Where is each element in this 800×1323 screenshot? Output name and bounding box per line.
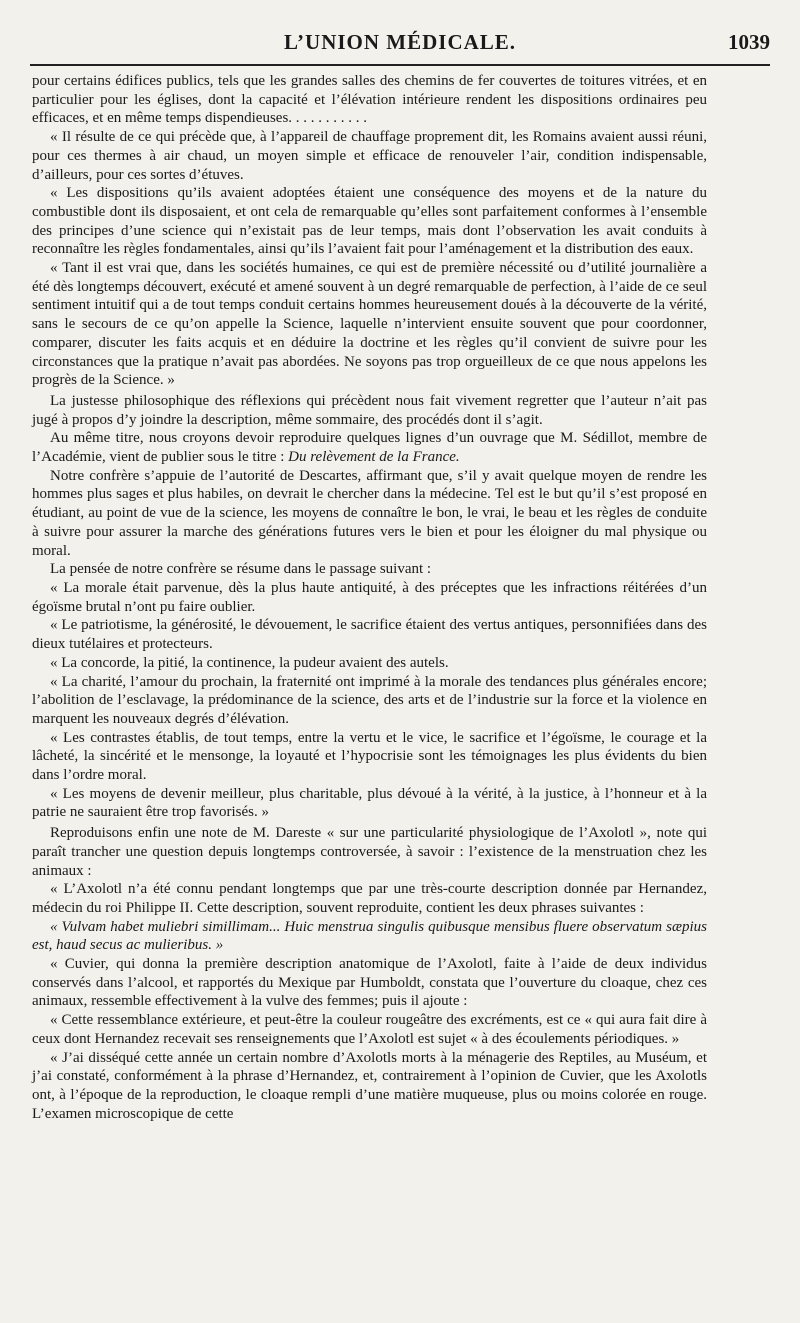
header-rule xyxy=(30,64,770,66)
quote-paragraph: « Cette ressemblance extérieure, et peut-être la couleur rougeâtre des excréments, est ce « qui aura fait dire à ceux dont Hernandez recevait ses renseignements que l’Axolotl est sujet « à des écoulements périodiques. » xyxy=(32,1012,707,1047)
quote-paragraph: « Le patriotisme, la générosité, le dévouement, le sacrifice étaient des vertus antiques, personnifiées dans des dieux tutélaires et protecteurs. xyxy=(32,617,707,653)
paragraph: La justesse philosophique des réflexions qui précèdent nous fait vivement regretter que l’auteur n’ait pas jugé à propos d’y joindre la description, même sommaire, des procédés dont il s’agit. xyxy=(32,392,707,428)
paragraph: « Tant il est vrai que, dans les sociétés humaines, ce qui est de première nécessité ou d’utilité journalière a été dès longtemps découvert, exécuté et amené souvent à un degré remarquable de perfection, à l’aide de ce seul sentiment intuitif qui a de tout temps conduit certains hommes heureusement doués à la découverte de la vérité, sans le secours de ce qu’on appelle la Science, laquelle n’intervient ensuite souvent que pour coordonner, comparer, discuter les faits acquis et en déduire la doctrine et les règles qu’il convient de suivre pour les circonstances que la pratique n’avait pas abordées. Ne soyons pas trop orgueilleux de ce que nous appelons les progrès de la Science. » xyxy=(32,260,707,389)
quote-paragraph: « La concorde, la pitié, la continence, la pudeur avaient des autels. xyxy=(50,654,449,671)
paragraph: « Il résulte de ce qui précède que, à l’appareil de chauffage proprement dit, les Romains avaient aussi réuni, pour ces thermes à air chaud, un moyen simple et efficace de renouveler l’air, condition indispensable, d’ailleurs, pour ces sortes d’étuves. xyxy=(32,129,707,183)
paragraph: Notre confrère s’appuie de l’autorité de Descartes, affirmant que, s’il y avait quelque moyen de rendre les hommes plus sages et plus habiles, on devrait le chercher dans la médecine. Tel est le but qu’il s’est proposé en étudiant, au point de vue de la science, les moyens de connaître le bon, le vrai, le beau et les règles de conduite à suivre pour assurer la marche des générations futures vers le bien et pour les éloigner du mal physique ou moral. xyxy=(32,467,707,559)
page-header xyxy=(30,30,770,66)
latin-quote-text: « Vulvam habet muliebri simillimam... Huic menstrua singulis quibusque mensibus fluere observatum sæpius est, haud secus ac mulieribus. » xyxy=(32,918,707,954)
quote-paragraph: « La charité, l’amour du prochain, la fraternité ont imprimé à la morale des tendances plus générales encore; l’abolition de l’esclavage, la prédominance de la science, des arts et de l’industrie sur la force et la violence en marquent les nouveaux degrés d’élévation. xyxy=(32,673,707,727)
paragraph: pour certains édifices publics, tels que les grandes salles des chemins de fer couvertes de toitures vitrées, et en particulier pour les églises, dont la capacité et l’élévation intérieure rendent les dispositions ordinaires peu efficaces, et en même temps dispendieuses. . . . . . . . . . . xyxy=(32,73,707,127)
page-number: 1039 xyxy=(728,30,770,54)
paragraph: Reproduisons enfin une note de M. Dareste « sur une particularité physiologique de l’Axolotl », note qui paraît trancher une question depuis longtemps controversée, à savoir : l’existence de la menstruation chez les animaux : xyxy=(32,825,707,879)
book-title: Du relèvement de la France. xyxy=(288,449,460,466)
quote-paragraph: « Les contrastes établis, de tout temps, entre la vertu et le vice, le sacrifice et l’égoïsme, le courage et la lâcheté, la sincérité et le mensonge, la loyauté et l’hypocrisie sont les témoignages les plus évidents du bien dans l’ordre moral. xyxy=(32,729,707,784)
paragraph: La pensée de notre confrère se résume dans le passage suivant : xyxy=(50,561,432,578)
paragraph xyxy=(32,429,707,466)
running-title: L’UNION MÉDICALE. xyxy=(283,30,517,54)
quote-paragraph: « Les moyens de devenir meilleur, plus charitable, plus dévoué à la vérité, à la justice, à l’honneur et à la patrie ne sauraient être trop favorisés. » xyxy=(32,785,707,821)
quote-paragraph: « J’ai disséqué cette année un certain nombre d’Axolotls morts à la ménagerie des Reptiles, au Muséum, et j’ai constaté, conformément à la phrase d’Hernandez, et, contrairement à l’opinion de Cuvier, que les Axolotls ont, à l’époque de la reproduction, le cloaque rempli d’une matière muqueuse, plus ou moins colorée en rouge. L’examen microscopique de cette xyxy=(32,1049,707,1122)
quote-paragraph: « La morale était parvenue, dès la plus haute antiquité, à des préceptes que les infractions réitérées d’un égoïsme brutal n’ont pu faire oublier. xyxy=(32,579,707,615)
paragraph: « Les dispositions qu’ils avaient adoptées étaient une conséquence des moyens et de la nature du combustible dont ils disposaient, et ont cela de remarquable qu’elles sont parfaitement conformes à l’ensemble des principes d’une science qui n’existait pas de leur temps, mais dont l’observation les avait conduits à reconnaître les règles fondamentales, ainsi qu’ils l’avaient fait pour l’aménagement et la distribution des eaux. xyxy=(32,185,707,258)
article-body xyxy=(32,72,707,1123)
latin-quote xyxy=(32,918,707,955)
quote-paragraph: « L’Axolotl n’a été connu pendant longtemps que par une très-courte description donnée par Hernandez, médecin du roi Philippe II. Cette description, souvent reproduite, contient les deux phrases suivantes : xyxy=(32,881,707,916)
paragraph-text: Au même titre, nous croyons devoir reproduire quelques lignes d’un ouvrage que M. Sédillot, membre de l’Académie, vient de publier sous le titre : xyxy=(32,430,707,466)
quote-paragraph: « Cuvier, qui donna la première description anatomique de l’Axolotl, faite à l’aide de deux individus conservés dans l’alcool, et rapportés du Mexique par Humboldt, constata que l’ouverture du cloaque, chez ces animaux, ressemble effectivement à la vulve des femmes; puis il ajoute : xyxy=(32,956,707,1010)
